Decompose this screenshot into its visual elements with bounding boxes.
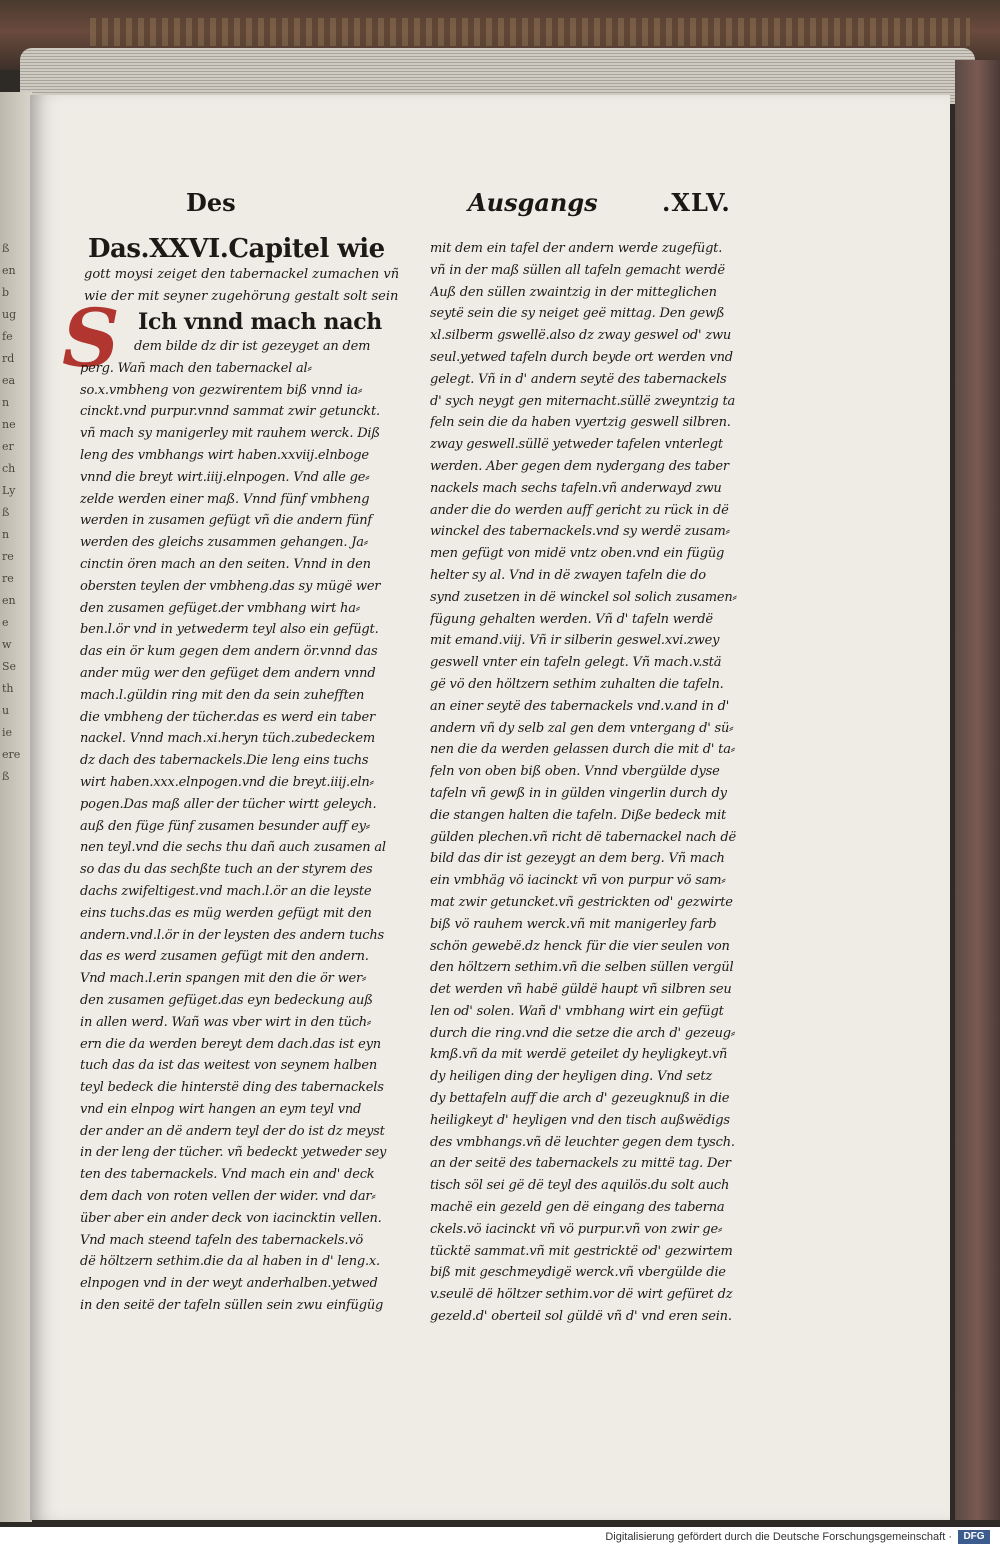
text-line: vñ mach sy manigerley mit rauhem werck. Diß bbox=[80, 426, 380, 442]
facing-page-fragment: th bbox=[2, 682, 14, 695]
text-line: mit dem ein tafel der andern werde zugefügt. bbox=[430, 241, 723, 256]
text-line: men gefügt von midë vntz oben.vnd ein fügüg bbox=[430, 546, 725, 562]
facing-page-fragment: ne bbox=[2, 418, 16, 431]
text-line: zway geswell.süllë yetweder tafelen vnterlegt bbox=[430, 437, 723, 453]
text-line: mach.l.güldin ring mit den da sein zuhefften bbox=[80, 687, 365, 703]
text-line: kmß.vñ da mit werdë geteilet dy heyligkeyt.vñ bbox=[430, 1047, 728, 1063]
footer-credit: Digitalisierung gefördert durch die Deutsche Forschungsgemeinschaft · bbox=[605, 1531, 952, 1543]
text-line: leng des vmbhangs wirt haben.xxviij.elnboge bbox=[80, 447, 369, 463]
text-line: mat zwir getuncket.vñ gestrickten od' gezwirte bbox=[430, 894, 733, 910]
facing-page-fragment: ß bbox=[2, 770, 10, 783]
dfg-logo: DFG bbox=[958, 1530, 990, 1544]
text-line: das es werd zusamen gefügt mit den andern. bbox=[80, 949, 369, 965]
text-line: ern die da werden bereyt dem dach.das ist eyn bbox=[80, 1036, 381, 1052]
text-line: nen die da werden gelassen durch die mit d' ta⸗ bbox=[430, 742, 735, 758]
facing-page-fragment: Se bbox=[2, 660, 17, 673]
text-line: gelegt. Vñ in d' andern seytë des tabernackels bbox=[430, 371, 727, 387]
running-header-center: Ausgangs bbox=[468, 188, 598, 217]
text-line: über aber ein ander deck von iacincktin vellen. bbox=[80, 1210, 382, 1226]
decorated-initial: S bbox=[62, 291, 120, 385]
text-line: Vnd mach steend tafeln des tabernackels.vö bbox=[80, 1232, 364, 1248]
text-line: werden. Aber gegen dem nydergang des taber bbox=[430, 458, 729, 474]
facing-page-fragment: n bbox=[2, 396, 10, 409]
text-line: Vnd mach.l.erin spangen mit den die ör wer⸗ bbox=[80, 971, 367, 987]
chapter-heading: Das.XXVI.Capitel wie bbox=[88, 234, 385, 264]
text-line: gülden plechen.vñ richt dë tabernackel nach dë bbox=[430, 829, 736, 845]
facing-page-fragment: ß bbox=[2, 506, 10, 519]
folio-number: .XLV. bbox=[662, 188, 731, 217]
text-line: nackels mach sechs tafeln.vñ anderwayd zwu bbox=[430, 480, 722, 496]
facing-page-fragment: n bbox=[2, 528, 10, 541]
text-line: so das du das sechßte tuch an der styrem des bbox=[80, 862, 373, 878]
text-line: vñ in der maß süllen all tafeln gemacht werdë bbox=[430, 262, 725, 278]
chapter-subheading-line: wie der mit seyner zugehörung gestalt solt sein bbox=[84, 289, 399, 304]
text-line: helter sy al. Vnd in dë zwayen tafeln die do bbox=[430, 567, 706, 583]
text-line: dem bilde dz dir ist gezeyget an dem bbox=[134, 339, 371, 354]
text-line: seytë sein die sy neiget geë mittag. Den gewß bbox=[430, 306, 725, 322]
text-line: ander die do werden auff gericht zu rück in dë bbox=[430, 502, 729, 518]
facing-page-fragment: w bbox=[2, 638, 12, 651]
text-line: in allen werd. Wañ was vber wirt in den tüch⸗ bbox=[80, 1014, 372, 1030]
text-line: eins tuchs.das es müg werden gefügt mit den bbox=[80, 905, 372, 921]
text-line: an der seitë des tabernackels zu mittë tag. Der bbox=[430, 1156, 731, 1172]
text-line: cinctin ören mach an den seiten. Vnnd in den bbox=[80, 556, 371, 572]
text-line: v.seulë dë höltzer sethim.vor dë wirt gefüret dz bbox=[430, 1287, 733, 1303]
facing-page-fragment: ere bbox=[2, 748, 21, 761]
facing-page-edge bbox=[0, 92, 32, 1522]
facing-page-fragment: b bbox=[2, 286, 10, 299]
text-line: gezeld.d' oberteil sol güldë vñ d' vnd eren sein. bbox=[430, 1309, 732, 1325]
footer-bar bbox=[0, 1527, 1000, 1547]
text-line: dy heiligen ding der heyligen ding. Vnd setz bbox=[430, 1069, 713, 1085]
text-line: biß mit geschmeydigë werck.vñ vbergülde die bbox=[430, 1265, 726, 1281]
text-line: synd zusetzen in dë winckel sol solich zusamen⸗ bbox=[430, 589, 737, 605]
facing-page-fragment: en bbox=[2, 594, 16, 607]
text-line: det werden vñ habë güldë haupt vñ silbren seu bbox=[430, 982, 732, 998]
facing-page-fragment: ch bbox=[2, 462, 16, 475]
text-line: Auß den süllen zwaintzig in der mitteglichen bbox=[430, 284, 717, 300]
text-line: nen teyl.vnd die sechs thu dañ auch zusamen al bbox=[80, 840, 386, 856]
text-line: dz dach des tabernackels.Die leng eins tuchs bbox=[80, 753, 369, 769]
text-line: obersten teylen der vmbheng.das sy mügë wer bbox=[80, 578, 381, 594]
text-line: winckel des tabernackels.vnd sy werdë zusam⸗ bbox=[430, 524, 730, 540]
text-line: wirt haben.xxx.elnpogen.vnd die breyt.iiij.eln⸗ bbox=[80, 774, 374, 790]
text-line: in den seitë der tafeln süllen sein zwu einfügüg bbox=[80, 1298, 384, 1314]
text-line: tuch das da ist das weitest von seynem halben bbox=[80, 1058, 378, 1074]
facing-page-fragment: fe bbox=[2, 330, 13, 343]
text-line: werden in zusamen gefügt vñ die andern fünf bbox=[80, 513, 373, 529]
facing-page-fragment: re bbox=[2, 550, 14, 563]
chapter-first-line: Ich vnnd mach nach bbox=[138, 309, 382, 335]
text-line: heiligkeyt d' heyligen vnd den tisch außwëdigs bbox=[430, 1112, 730, 1128]
text-line: len od' solen. Wañ d' vmbhang wirt ein gefügt bbox=[430, 1003, 724, 1019]
text-line: geswell vnter ein tafeln gelegt. Vñ mach.v.stä bbox=[430, 655, 722, 671]
facing-page-fragment: e bbox=[2, 616, 9, 629]
text-line: den höltzern sethim.vñ die selben süllen vergül bbox=[430, 960, 734, 976]
facing-page-fragment: ea bbox=[2, 374, 16, 387]
text-line: den zusamen gefüget.der vmbhang wirt ha⸗ bbox=[80, 600, 360, 616]
text-line: tisch söl sei gë dë teyl des aquilös.du solt auch bbox=[430, 1178, 730, 1194]
facing-page-fragment: er bbox=[2, 440, 14, 453]
text-line: ckels.vö iacinckt vñ vö purpur.vñ von zwir ge⸗ bbox=[430, 1221, 723, 1237]
running-header-left: Des bbox=[186, 188, 236, 217]
text-line: nackel. Vnnd mach.xi.heryn tüch.zubedeckem bbox=[80, 731, 376, 747]
text-line: die vmbheng der tücher.das es werd ein taber bbox=[80, 709, 376, 725]
text-line: gë vö den höltzern sethim zuhalten die tafeln. bbox=[430, 676, 724, 692]
text-line: so.x.vmbheng von gezwirentem biß vnnd ia⸗ bbox=[80, 382, 363, 398]
text-line: machë ein gezeld gen dë eingang des taberna bbox=[430, 1200, 725, 1216]
text-column-right bbox=[430, 238, 752, 1328]
text-line: in der leng der tücher. vñ bedeckt yetweder sey bbox=[80, 1145, 387, 1161]
left-column-body bbox=[80, 336, 398, 1317]
chapter-subheading-line: gott moysi zeiget den tabernackel zumachen vñ bbox=[84, 267, 400, 282]
text-line: den zusamen gefüget.das eyn bedeckung auß bbox=[80, 992, 373, 1008]
text-line: tücktë sammat.vñ mit gestricktë od' gezwirtem bbox=[430, 1243, 733, 1259]
text-line: des vmbhangs.vñ dë leuchter gegen dem tysch. bbox=[430, 1134, 735, 1150]
cover-ornament bbox=[90, 18, 970, 46]
text-line: bild das dir ist gezeygt an dem berg. Vñ mach bbox=[430, 851, 725, 867]
text-line: dachs zwifeltigest.vnd mach.l.ör an die leyste bbox=[80, 883, 372, 899]
facing-page-fragment: ie bbox=[2, 726, 13, 739]
facing-page-fragment: rd bbox=[2, 352, 15, 365]
text-line: biß vö rauhem werck.vñ mit manigerley farb bbox=[430, 916, 717, 932]
facing-page-fragment: u bbox=[2, 704, 10, 717]
text-line: elnpogen vnd in der weyt anderhalben.yetwed bbox=[80, 1276, 378, 1292]
text-line: teyl bedeck die hinterstë ding des tabernackels bbox=[80, 1080, 384, 1096]
facing-page-fragment: re bbox=[2, 572, 14, 585]
text-line: d' sych neygt gen miternacht.süllë zweyntzig ta bbox=[430, 393, 736, 409]
text-line: dy bettafeln auff die arch d' gezeugknuß in die bbox=[430, 1091, 730, 1107]
text-line: das ein ör kum gegen dem andern ör.vnnd das bbox=[80, 644, 378, 660]
text-line: andern vñ dy selb zal gen dem vntergang d' sü⸗ bbox=[430, 720, 734, 736]
text-line: durch die ring.vnd die setze die arch d' gezeug⸗ bbox=[430, 1025, 736, 1041]
facing-page-fragment: ß bbox=[2, 242, 10, 255]
text-line: mit emand.viij. Vñ ir silberin geswel.xvi.zwey bbox=[430, 633, 720, 649]
text-line: ten des tabernackels. Vnd mach ein and' deck bbox=[80, 1167, 375, 1183]
text-line: perg. Wañ mach den tabernackel al⸗ bbox=[80, 360, 312, 376]
text-line: der ander an dë andern teyl der do ist dz meyst bbox=[80, 1123, 385, 1139]
text-line: vnnd die breyt wirt.iiij.elnpogen. Vnd alle ge⸗ bbox=[80, 469, 370, 485]
text-line: dë höltzern sethim.die da al haben in d' leng.x. bbox=[80, 1254, 380, 1270]
text-line: ben.l.ör vnd in yetwederm teyl also ein gefügt. bbox=[80, 622, 379, 638]
facing-page-fragment: ug bbox=[2, 308, 17, 321]
text-line: andern.vnd.l.ör in der leysten des andern tuchs bbox=[80, 927, 385, 943]
text-line: ander müg wer den gefüget dem andern vnnd bbox=[80, 665, 376, 681]
right-column-body bbox=[430, 238, 752, 1328]
facing-page-fragment: Ly bbox=[2, 484, 16, 497]
text-line: zelde werden einer maß. Vnnd fünf vmbheng bbox=[80, 491, 370, 507]
text-column-left bbox=[80, 234, 398, 1317]
text-line: feln sein die da haben vyertzig geswell silbren. bbox=[430, 415, 731, 431]
text-line: vnd ein elnpog wirt hangen an eym teyl vnd bbox=[80, 1101, 362, 1117]
text-line: fügung gehalten werden. Vñ d' tafeln werdë bbox=[430, 611, 713, 627]
text-line: cinckt.vnd purpur.vnnd sammat zwir getunckt. bbox=[80, 404, 380, 420]
text-line: dem dach von roten vellen der wider. vnd dar⸗ bbox=[80, 1189, 376, 1205]
text-line: schön gewebë.dz henck für die vier seulen von bbox=[430, 938, 730, 954]
text-line: an einer seytë des tabernackels vnd.v.and in d' bbox=[430, 698, 730, 714]
book-cover-right bbox=[955, 60, 1000, 1520]
text-line: seul.yetwed tafeln durch beyde ort werden vnd bbox=[430, 349, 733, 365]
text-line: feln von oben biß oben. Vnnd vbergülde dyse bbox=[430, 764, 720, 780]
facing-page-fragment: en bbox=[2, 264, 16, 277]
text-line: xl.silberm gswellë.also dz zway geswel od' zwu bbox=[430, 328, 732, 344]
text-line: auß den füge fünf zusamen besunder auff ey⸗ bbox=[80, 818, 370, 834]
text-line: tafeln vñ gewß in in gülden vingerlin durch dy bbox=[430, 785, 727, 801]
text-line: ein vmbhäg vö iacinckt vñ von purpur vö sam⸗ bbox=[430, 873, 726, 889]
text-line: die stangen halten die tafeln. Diße bedeck mit bbox=[430, 807, 727, 823]
text-line: werden des gleichs zusammen gehangen. Ja⸗ bbox=[80, 535, 368, 551]
text-line: pogen.Das maß aller der tücher wirtt geleych. bbox=[80, 796, 377, 812]
